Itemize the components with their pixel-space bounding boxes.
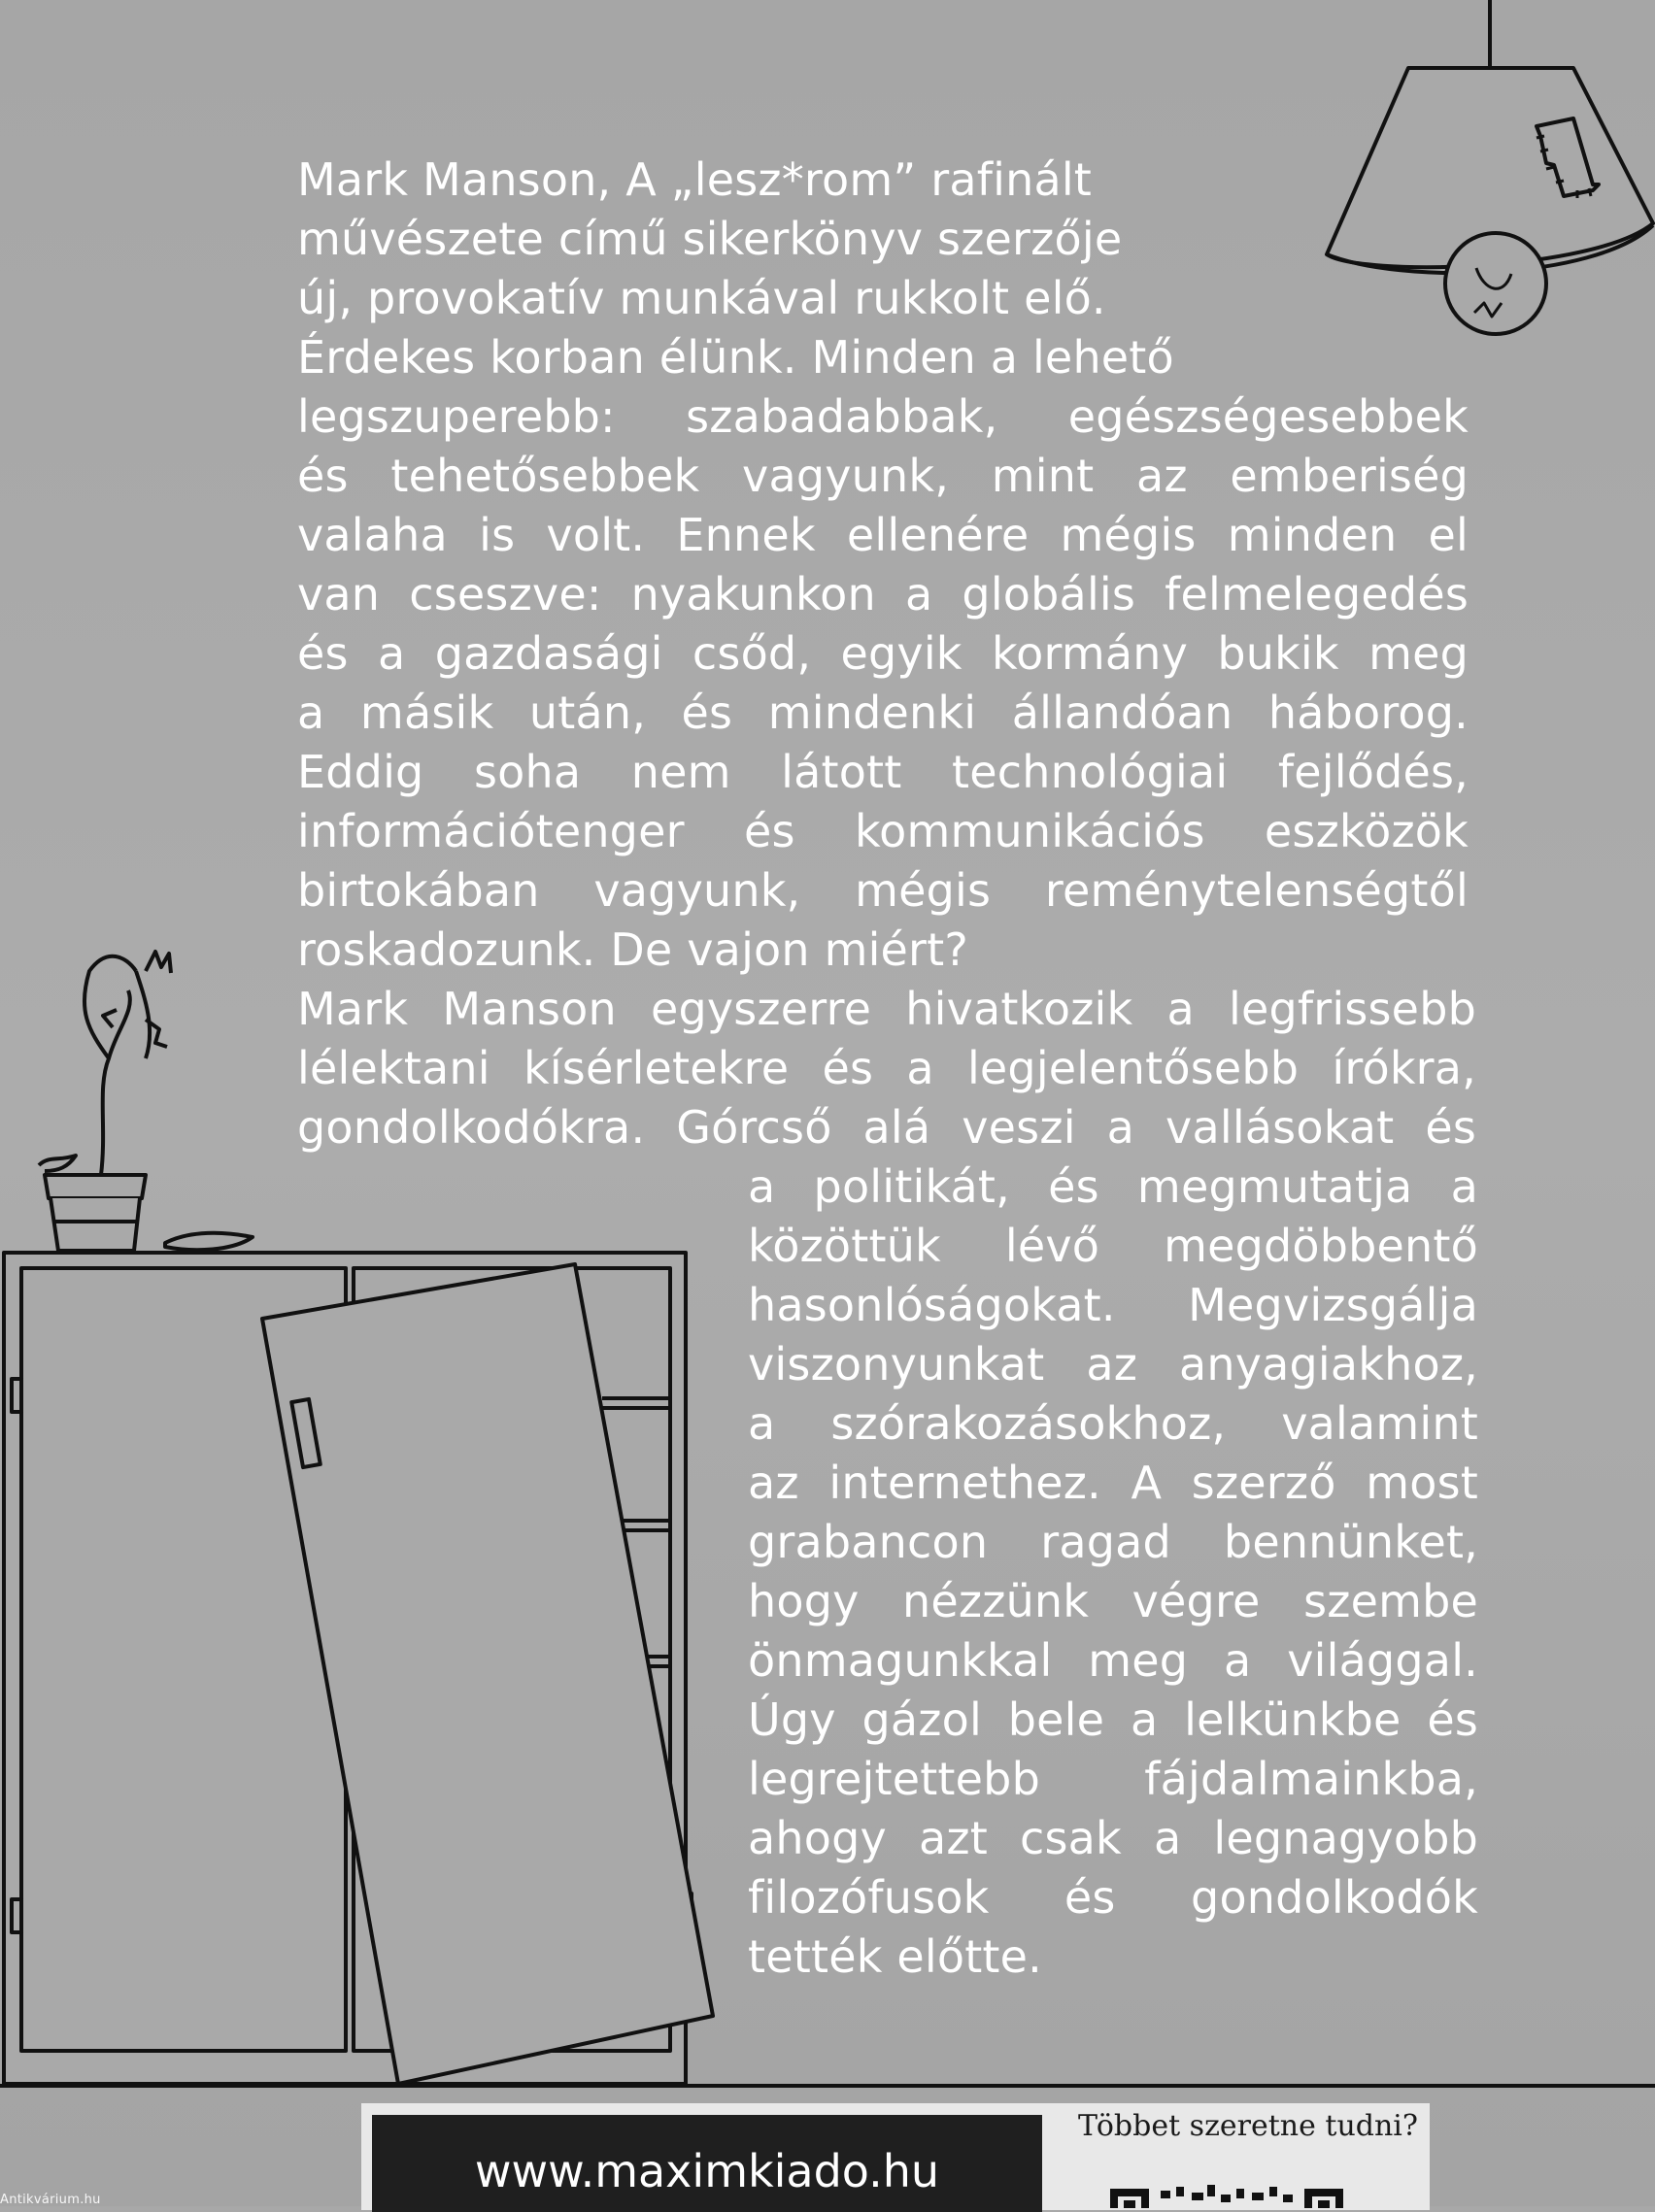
blurb-line: legrejtettebb fájdalmainkba,	[748, 1753, 1478, 1805]
lamp-icon	[1327, 0, 1653, 334]
blurb-line: van cseszve: nyakunkon a globális felmelegedés	[297, 568, 1469, 620]
blurb-line: a szórakozásokhoz, valamint	[748, 1397, 1478, 1450]
blurb-line: hogy nézzünk végre szembe	[748, 1575, 1478, 1627]
blurb-line: hasonlóságokat. Megvizsgálja	[748, 1279, 1478, 1331]
blurb-line: új, provokatív munkával rukkolt elő.	[297, 272, 1106, 324]
blurb-line: közöttük lévő megdöbbentő	[748, 1220, 1478, 1272]
website-link[interactable]: www.maximkiado.hu	[474, 2145, 940, 2197]
blurb-line: legszuperebb: szabadabbak, egészségesebbek	[297, 390, 1469, 443]
blurb-line: Mark Manson egyszerre hivatkozik a legfrissebb	[297, 983, 1476, 1035]
blurb-line: információtenger és kommunikációs eszközök	[297, 805, 1469, 857]
blurb-line: a másik után, és mindenki állandóan háborog.	[297, 687, 1469, 739]
blurb-line: a politikát, és megmutatja a	[748, 1160, 1478, 1213]
blurb-line: Úgy gázol bele a lelkünkbe és	[748, 1693, 1478, 1746]
blurb-line: művészete című sikerkönyv szerzője	[297, 213, 1123, 265]
blurb-line: és a gazdasági csőd, egyik kormány bukik meg	[297, 627, 1469, 680]
blurb-line: grabancon ragad bennünket,	[748, 1516, 1478, 1568]
qr-caption: Többet szeretne tudni?	[1078, 2109, 1418, 2143]
blurb-line: valaha is volt. Ennek ellenére mégis minden el	[297, 509, 1469, 561]
blurb-line: ahogy azt csak a legnagyobb	[748, 1812, 1478, 1864]
watermark: Antikvárium.hu	[0, 2193, 101, 2207]
blurb-line: önmagunkkal meg a világgal.	[748, 1634, 1478, 1687]
wilted-plant-icon	[39, 952, 253, 1251]
website-banner[interactable]	[372, 2115, 1042, 2212]
blurb-line: lélektani kísérletekre és a legjelentősebb írókra,	[297, 1042, 1476, 1094]
blurb-line: viszonyunkat az anyagiakhoz,	[748, 1338, 1478, 1391]
blurb-line: és tehetősebbek vagyunk, mint az emberiség	[297, 450, 1469, 502]
blurb-line: roskadozunk. De vajon miért?	[297, 923, 969, 976]
blurb-line: gondolkodókra. Górcső alá veszi a vallásokat és	[297, 1101, 1476, 1154]
blurb-line: tették előtte.	[748, 1930, 1042, 1983]
blurb-line: filozófusok és gondolkodók	[748, 1871, 1478, 1924]
blurb-line: birtokában vagyunk, mégis reménytelenségtől	[297, 864, 1469, 917]
cabinet-icon	[4, 1253, 713, 2084]
blurb-line: Érdekes korban élünk. Minden a lehető	[297, 331, 1174, 384]
blurb-line: Mark Manson, A „lesz*rom” rafinált	[297, 153, 1093, 206]
blurb-line: az internethez. A szerző most	[748, 1457, 1478, 1509]
blurb-line: Eddig soha nem látott technológiai fejlődés,	[297, 746, 1469, 798]
qr-code-icon[interactable]	[1110, 2179, 1382, 2208]
